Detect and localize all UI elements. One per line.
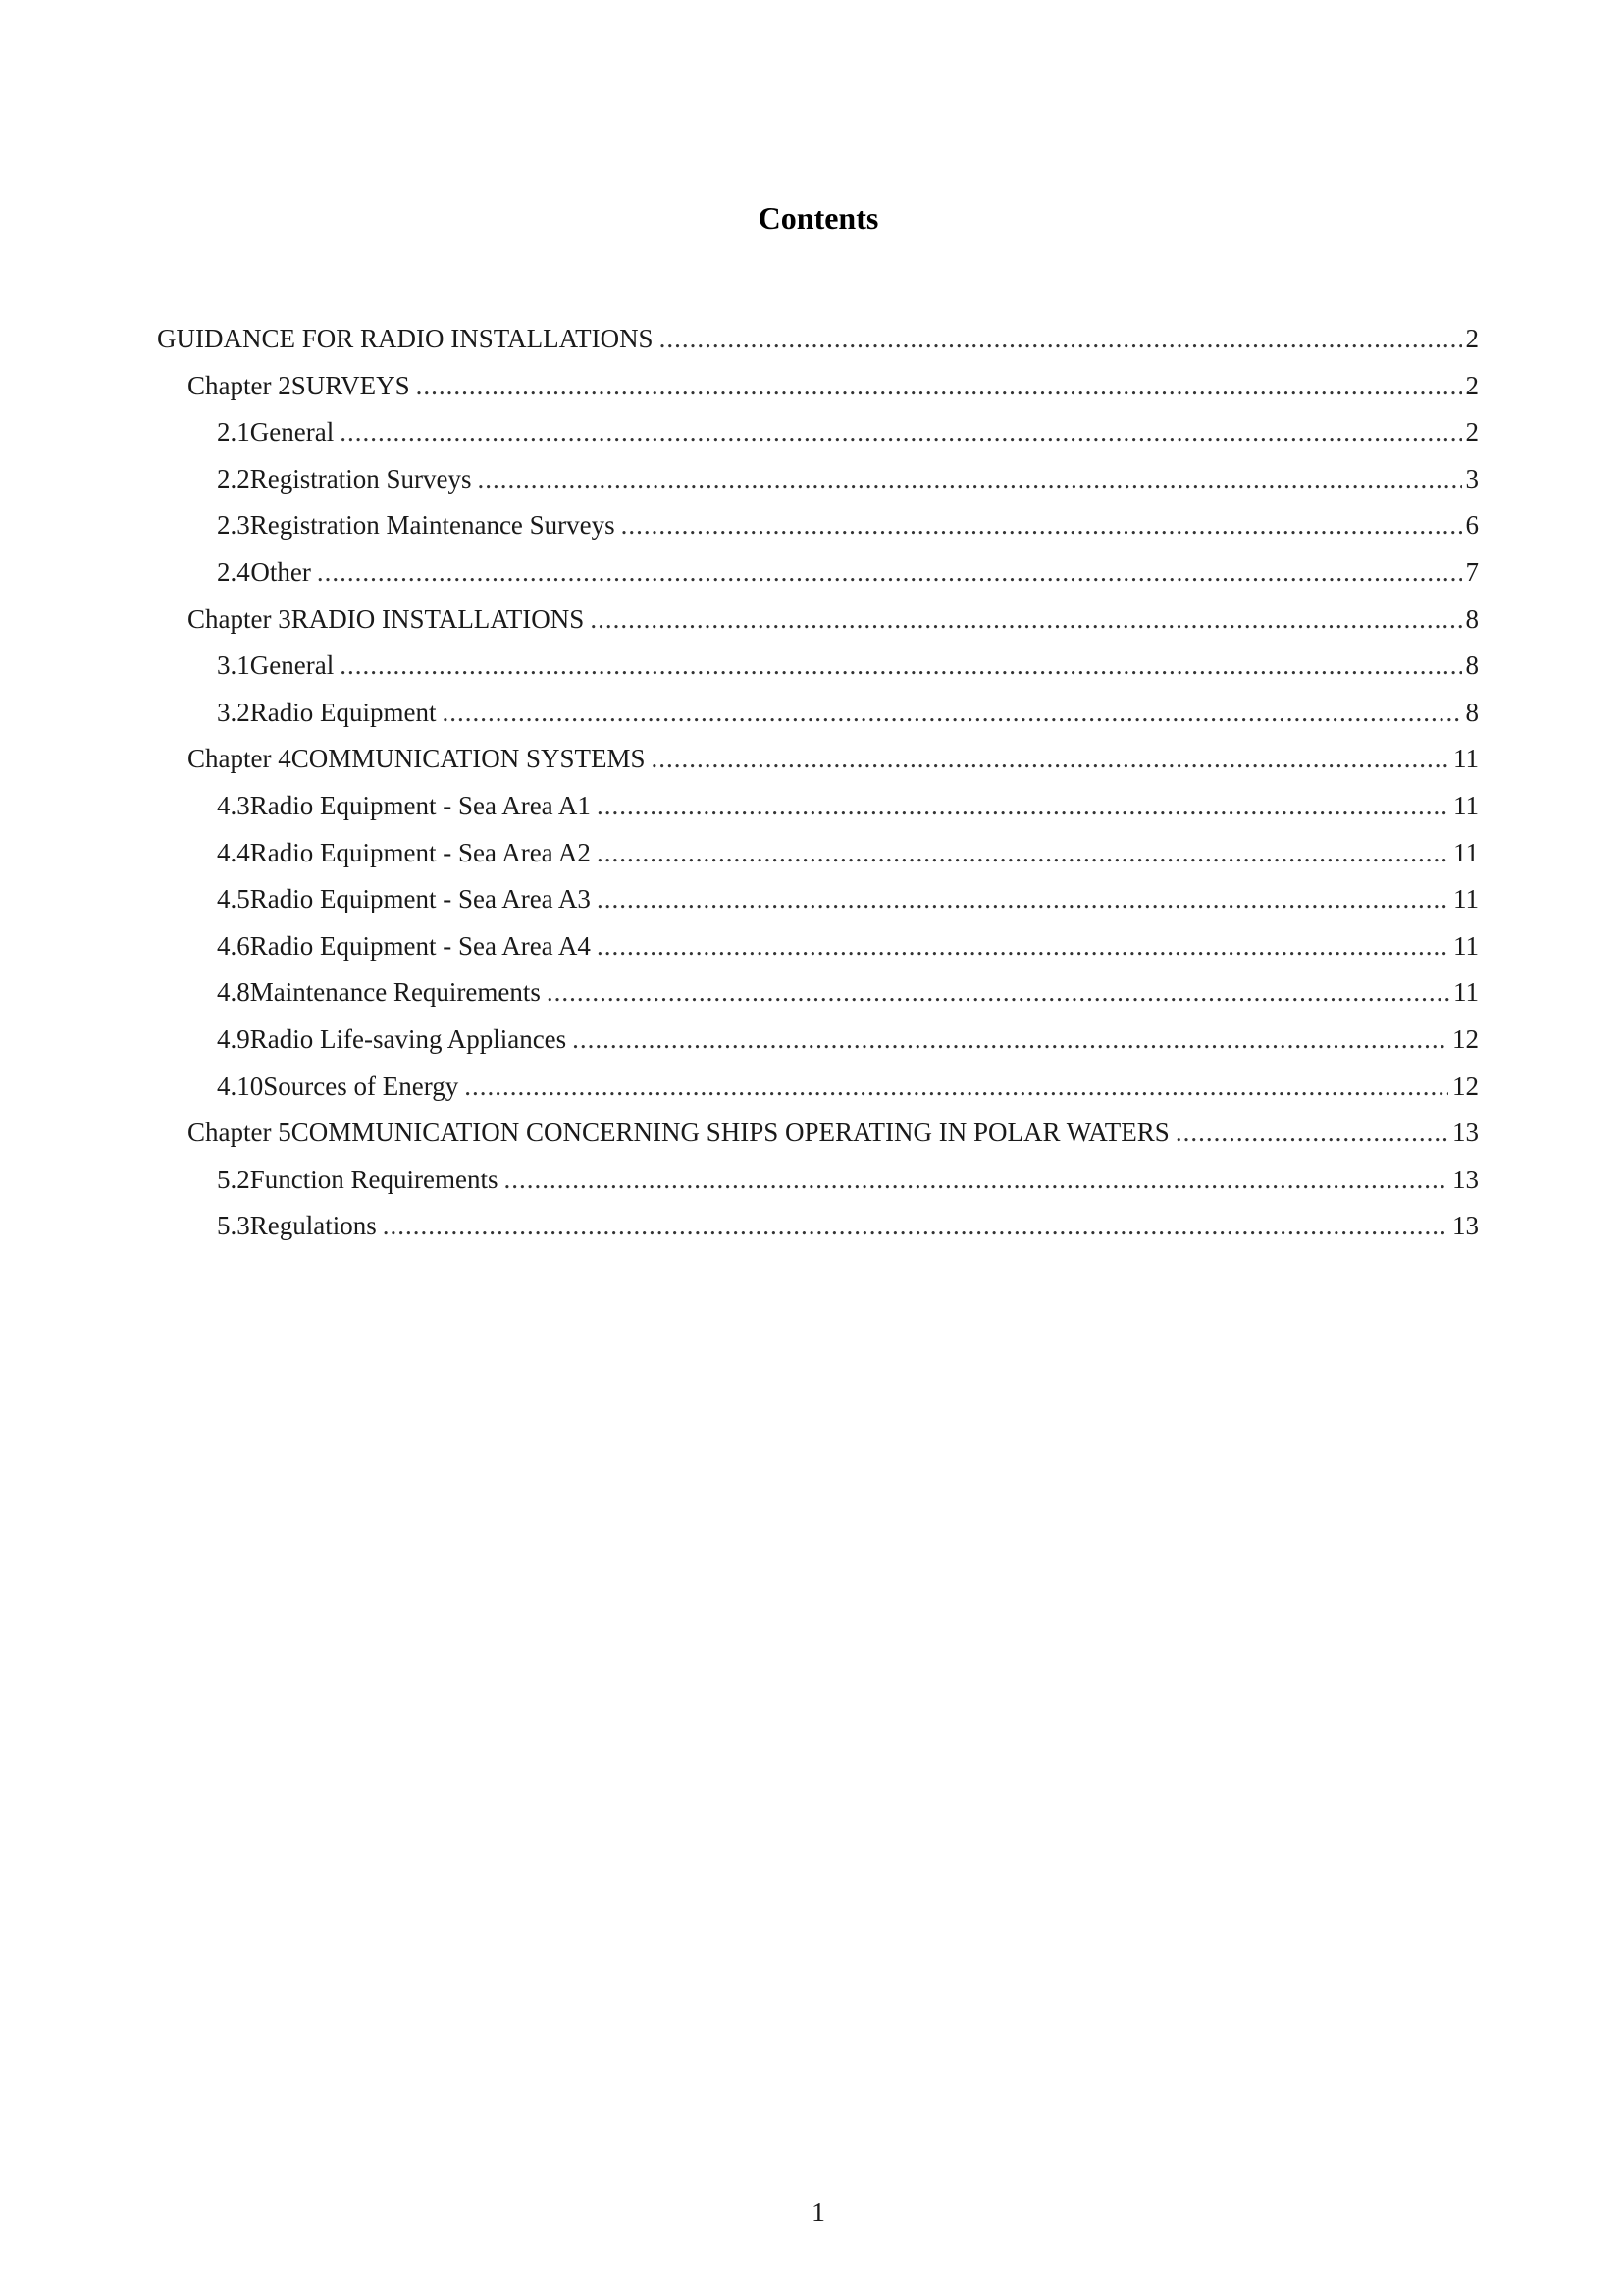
toc-entry[interactable]	[157, 969, 1479, 1017]
toc-entry-number: Chapter 2	[187, 370, 291, 400]
toc-entry-number: 4.3	[217, 790, 250, 820]
toc-entry-page: 13	[1452, 1164, 1479, 1194]
toc-entry-page: 13	[1452, 1118, 1479, 1148]
toc-entry-title: Maintenance Requirements	[249, 977, 541, 1008]
toc-entry-page: 11	[1453, 790, 1479, 820]
toc-entry-page: 6	[1465, 510, 1479, 541]
toc-dot-leader	[477, 456, 1461, 503]
toc-entry-page: 2	[1465, 370, 1479, 400]
toc-entry-title: Registration Maintenance Surveys	[249, 510, 615, 541]
toc-entry[interactable]	[157, 363, 1479, 410]
toc-entry-number: 3.2	[217, 697, 250, 727]
toc-entry-title: Radio Life-saving Appliances	[249, 1023, 567, 1054]
toc-entry-number: 4.8	[217, 977, 250, 1008]
toc-entry-title: Radio Equipment - Sea Area A2	[249, 837, 591, 867]
toc-dot-leader	[442, 690, 1461, 737]
toc-entry[interactable]	[157, 1203, 1479, 1250]
toc-entry[interactable]	[157, 690, 1479, 737]
toc-entry-page: 11	[1453, 744, 1479, 774]
toc-entry-title: SURVEYS	[290, 370, 410, 400]
toc-entry-number: 2.1	[217, 417, 250, 447]
toc-entry-number: 4.5	[217, 884, 250, 914]
toc-entry-title: Radio Equipment - Sea Area A4	[249, 930, 591, 961]
toc-entry-page: 13	[1452, 1211, 1479, 1241]
toc-dot-leader	[464, 1064, 1448, 1111]
toc-entry-page: 8	[1465, 651, 1479, 681]
toc-entry-number: 5.2	[217, 1164, 250, 1194]
toc-entry[interactable]	[157, 316, 1479, 363]
toc-entry-page: 2	[1465, 324, 1479, 353]
toc-dot-leader	[659, 316, 1462, 363]
toc-dot-leader	[340, 643, 1461, 690]
toc-entry[interactable]	[157, 923, 1479, 970]
toc-entry-number: 2.4	[217, 556, 250, 587]
toc-entry-page: 11	[1453, 884, 1479, 914]
toc-entry-number: 4.6	[217, 930, 250, 961]
toc-entry-title: COMMUNICATION CONCERNING SHIPS OPERATING IN POLAR WATERS	[290, 1118, 1170, 1148]
toc-dot-leader	[503, 1157, 1448, 1204]
toc-entry[interactable]	[157, 783, 1479, 830]
toc-entry[interactable]	[157, 502, 1479, 549]
toc-dot-leader	[597, 783, 1449, 830]
toc-entry-number: 2.3	[217, 510, 250, 541]
toc-entry-title: COMMUNICATION SYSTEMS	[290, 744, 646, 774]
toc-entry-page: 12	[1452, 1023, 1479, 1054]
toc-entry-number: Chapter 3	[187, 603, 291, 634]
table-of-contents	[157, 316, 1479, 1250]
toc-entry[interactable]	[157, 830, 1479, 877]
toc-entry[interactable]	[157, 736, 1479, 783]
toc-entry-title: Function Requirements	[249, 1164, 498, 1194]
toc-entry-page: 11	[1453, 837, 1479, 867]
toc-dot-leader	[340, 409, 1461, 456]
toc-dot-leader	[597, 830, 1449, 877]
toc-dot-leader	[621, 502, 1462, 549]
toc-dot-leader	[597, 923, 1449, 970]
toc-entry-title: Regulations	[249, 1211, 377, 1241]
toc-entry-page: 3	[1465, 463, 1479, 494]
toc-entry-number: 3.1	[217, 651, 250, 681]
toc-entry-number: 5.3	[217, 1211, 250, 1241]
toc-entry[interactable]	[157, 1157, 1479, 1204]
toc-entry[interactable]	[157, 1110, 1479, 1157]
toc-entry-number: Chapter 4	[187, 744, 291, 774]
toc-entry-title: Sources of Energy	[263, 1070, 459, 1101]
toc-entry-page: 2	[1465, 417, 1479, 447]
toc-entry-title: Registration Surveys	[249, 463, 472, 494]
toc-entry-title: Other	[250, 556, 311, 587]
toc-entry-title: General	[249, 651, 335, 681]
toc-entry-page: 8	[1465, 697, 1479, 727]
page-number: 1	[812, 2198, 825, 2228]
toc-entry-title: Radio Equipment - Sea Area A1	[249, 790, 591, 820]
toc-entry-title: General	[249, 417, 335, 447]
toc-dot-leader	[317, 549, 1462, 597]
toc-entry-page: 7	[1465, 556, 1479, 587]
toc-dot-leader	[572, 1017, 1448, 1064]
toc-dot-leader	[383, 1203, 1448, 1250]
toc-entry-number: 2.2	[217, 463, 250, 494]
toc-dot-leader	[597, 876, 1449, 923]
toc-entry-title: Radio Equipment	[249, 697, 437, 727]
toc-entry[interactable]	[157, 643, 1479, 690]
toc-entry-number: 4.9	[217, 1023, 250, 1054]
toc-entry-page: 8	[1465, 603, 1479, 634]
toc-dot-leader	[590, 597, 1461, 644]
toc-entry[interactable]	[157, 1017, 1479, 1064]
toc-entry[interactable]	[157, 1064, 1479, 1111]
toc-entry[interactable]	[157, 456, 1479, 503]
toc-entry-number: 4.10	[217, 1070, 264, 1101]
toc-entry-page: 11	[1453, 930, 1479, 961]
toc-entry-page: 12	[1452, 1070, 1479, 1101]
toc-entry-page: 11	[1453, 977, 1479, 1008]
toc-entry-title: Radio Equipment - Sea Area A3	[249, 884, 591, 914]
toc-entry-title: GUIDANCE FOR RADIO INSTALLATIONS	[157, 324, 654, 353]
toc-dot-leader	[416, 363, 1462, 410]
toc-entry[interactable]	[157, 597, 1479, 644]
toc-entry[interactable]	[157, 409, 1479, 456]
toc-entry[interactable]	[157, 876, 1479, 923]
toc-entry-number: 4.4	[217, 837, 250, 867]
toc-entry[interactable]	[157, 549, 1479, 597]
page-title: Contents	[758, 200, 879, 235]
toc-dot-leader	[547, 969, 1449, 1017]
toc-dot-leader	[652, 736, 1449, 783]
toc-entry-title: RADIO INSTALLATIONS	[290, 603, 585, 634]
toc-dot-leader	[1176, 1110, 1448, 1157]
toc-entry-number: Chapter 5	[187, 1118, 291, 1148]
